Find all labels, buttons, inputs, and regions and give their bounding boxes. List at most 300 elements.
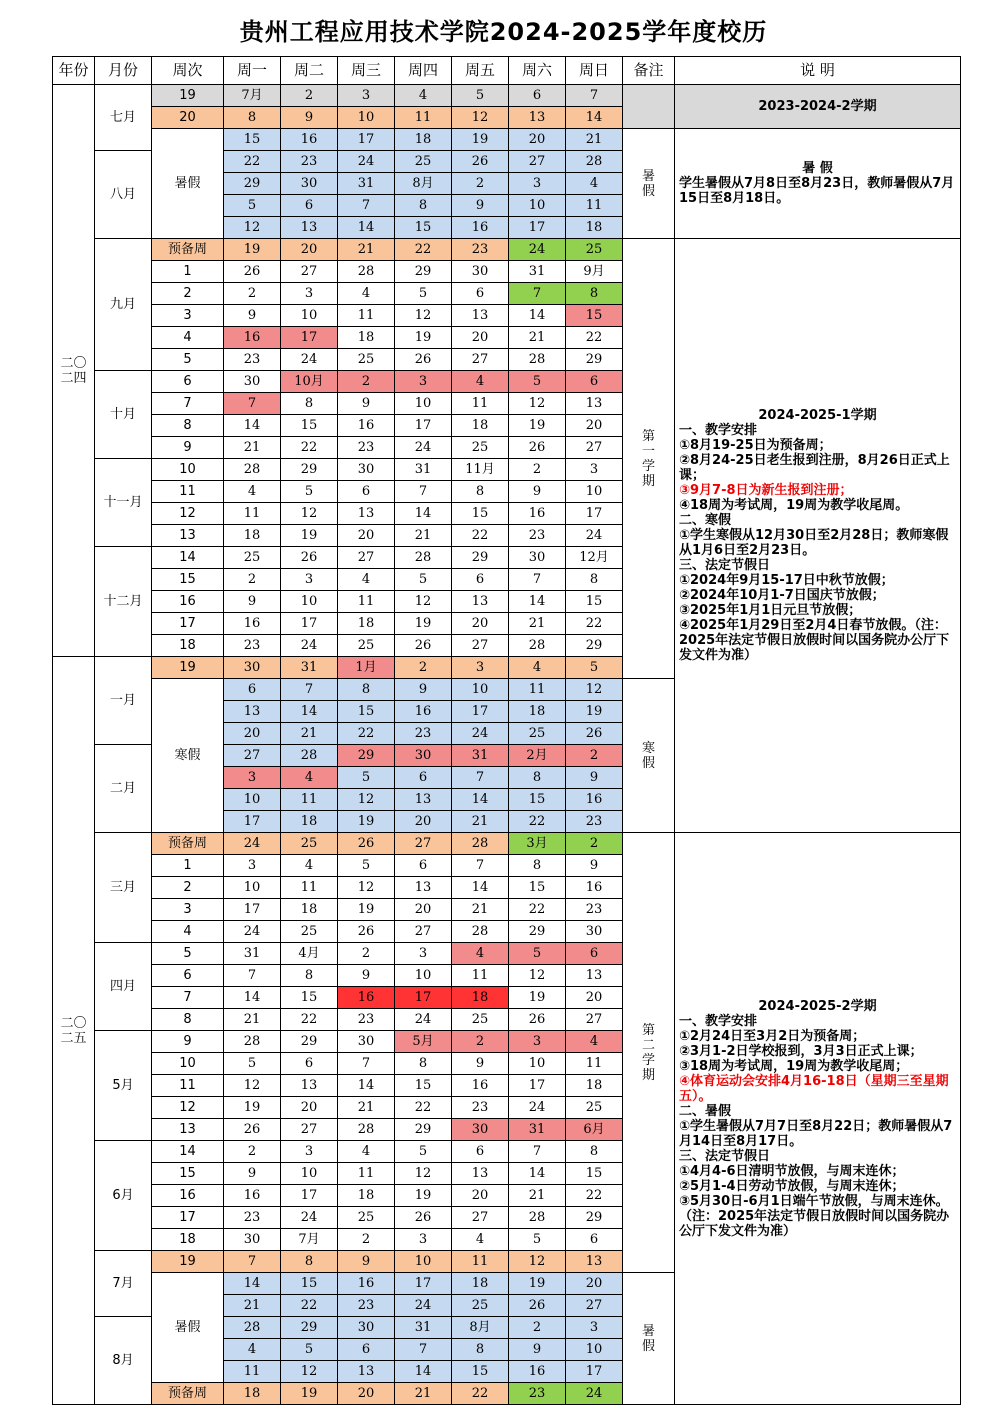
day-cell: 9 — [338, 965, 395, 987]
day-cell: 31 — [452, 745, 509, 767]
day-cell: 15 — [395, 217, 452, 239]
day-cell: 31 — [281, 657, 338, 679]
day-cell: 26 — [509, 437, 566, 459]
header-cell: 周三 — [338, 57, 395, 85]
day-cell: 20 — [509, 129, 566, 151]
day-cell: 7月 — [224, 85, 281, 107]
day-cell: 7 — [452, 855, 509, 877]
day-cell: 6 — [452, 569, 509, 591]
day-cell: 28 — [224, 1031, 281, 1053]
day-cell: 30 — [566, 921, 623, 943]
day-cell: 2 — [566, 745, 623, 767]
remark-cell — [623, 85, 675, 129]
desc-line: ③2025年1月1日元旦节放假； — [679, 603, 862, 618]
day-cell: 28 — [452, 921, 509, 943]
day-cell: 23 — [338, 1009, 395, 1031]
day-cell: 4 — [566, 1031, 623, 1053]
day-cell: 13 — [395, 877, 452, 899]
day-cell: 18 — [452, 1273, 509, 1295]
day-cell: 3 — [281, 283, 338, 305]
desc-line: ③9月7-8日为新生报到注册； — [679, 483, 853, 498]
day-cell: 14 — [281, 701, 338, 723]
day-cell: 26 — [452, 151, 509, 173]
day-cell: 5 — [509, 371, 566, 393]
day-cell: 8月 — [395, 173, 452, 195]
week-number-cell: 16 — [152, 1185, 224, 1207]
day-cell: 15 — [566, 1163, 623, 1185]
day-cell: 16 — [224, 613, 281, 635]
day-cell: 30 — [224, 1229, 281, 1251]
header-cell: 周二 — [281, 57, 338, 85]
desc-line: ①学生寒假从12月30日至2月28日；教师寒假从1月6日至2月23日。 — [679, 528, 949, 558]
day-cell: 24 — [509, 1097, 566, 1119]
day-cell: 23 — [509, 1383, 566, 1405]
day-cell: 30 — [509, 547, 566, 569]
week-number-cell: 15 — [152, 1163, 224, 1185]
day-cell: 30 — [452, 1119, 509, 1141]
day-cell: 20 — [452, 613, 509, 635]
day-cell: 22 — [566, 327, 623, 349]
week-number-cell: 预备周 — [152, 1383, 224, 1405]
desc-line: ①4月4-6日清明节放假，与周末连休； — [679, 1163, 905, 1179]
desc-line: ④18周为考试周，19周为教学收尾周。 — [679, 498, 909, 513]
day-cell: 5 — [395, 283, 452, 305]
day-cell: 24 — [281, 349, 338, 371]
month-cell: 三月 — [95, 833, 152, 943]
header-cell: 月份 — [95, 57, 152, 85]
day-cell: 28 — [338, 1119, 395, 1141]
day-cell: 20 — [395, 811, 452, 833]
day-cell: 29 — [509, 921, 566, 943]
day-cell: 16 — [452, 217, 509, 239]
week-number-cell: 12 — [152, 503, 224, 525]
day-cell: 2 — [338, 1229, 395, 1251]
day-cell: 10 — [395, 393, 452, 415]
day-cell: 30 — [452, 261, 509, 283]
day-cell: 15 — [509, 789, 566, 811]
day-cell: 21 — [452, 899, 509, 921]
day-cell: 26 — [395, 1207, 452, 1229]
day-cell: 4 — [224, 1339, 281, 1361]
desc-line: ①2024年9月15-17日中秋节放假； — [679, 573, 894, 588]
day-cell: 17 — [281, 1185, 338, 1207]
day-cell: 31 — [395, 1317, 452, 1339]
day-cell: 27 — [281, 261, 338, 283]
day-cell: 10 — [566, 1339, 623, 1361]
day-cell: 28 — [509, 635, 566, 657]
day-cell: 9 — [338, 393, 395, 415]
day-cell: 23 — [395, 723, 452, 745]
day-cell: 4 — [452, 1229, 509, 1251]
day-cell: 19 — [566, 701, 623, 723]
week-number-cell: 15 — [152, 569, 224, 591]
week-number-cell: 20 — [152, 107, 224, 129]
day-cell: 22 — [338, 723, 395, 745]
day-cell: 31 — [224, 943, 281, 965]
day-cell: 25 — [452, 437, 509, 459]
day-cell: 11 — [395, 107, 452, 129]
day-cell: 27 — [224, 745, 281, 767]
week-number-cell: 5 — [152, 349, 224, 371]
week-row — [53, 129, 961, 151]
day-cell: 13 — [509, 107, 566, 129]
day-cell: 25 — [281, 833, 338, 855]
day-cell: 21 — [338, 1097, 395, 1119]
day-cell: 31 — [338, 173, 395, 195]
day-cell: 15 — [224, 129, 281, 151]
remark-cell: 第 一 学 期 — [623, 239, 675, 679]
day-cell: 18 — [509, 701, 566, 723]
day-cell: 17 — [509, 217, 566, 239]
day-cell: 17 — [281, 327, 338, 349]
day-cell: 14 — [395, 503, 452, 525]
desc-line: ③18周为考试周，19周为教学收尾周； — [679, 1058, 909, 1074]
day-cell: 5 — [509, 1229, 566, 1251]
day-cell: 4月 — [281, 943, 338, 965]
day-cell: 2 — [395, 657, 452, 679]
day-cell: 26 — [566, 723, 623, 745]
day-cell: 9 — [566, 855, 623, 877]
day-cell: 19 — [509, 1273, 566, 1295]
day-cell: 9 — [395, 679, 452, 701]
day-cell: 13 — [338, 503, 395, 525]
day-cell: 14 — [224, 415, 281, 437]
week-number-cell: 13 — [152, 525, 224, 547]
day-cell: 26 — [338, 921, 395, 943]
calendar-body — [53, 57, 961, 1405]
day-cell: 3 — [395, 943, 452, 965]
month-cell: 8月 — [95, 1317, 152, 1405]
day-cell: 5 — [338, 767, 395, 789]
week-number-cell: 17 — [152, 613, 224, 635]
day-cell: 4 — [338, 283, 395, 305]
day-cell: 14 — [338, 1075, 395, 1097]
day-cell: 7 — [281, 679, 338, 701]
day-cell: 2 — [509, 1317, 566, 1339]
day-cell: 27 — [509, 151, 566, 173]
day-cell: 18 — [281, 811, 338, 833]
day-cell: 9 — [224, 591, 281, 613]
day-cell: 10 — [224, 877, 281, 899]
day-cell: 27 — [452, 1207, 509, 1229]
day-cell: 3 — [509, 1031, 566, 1053]
week-number-cell: 17 — [152, 1207, 224, 1229]
day-cell: 18 — [338, 613, 395, 635]
day-cell: 24 — [224, 833, 281, 855]
day-cell: 12 — [338, 877, 395, 899]
desc-line: 2024-2025-1学期 — [758, 408, 877, 423]
day-cell: 29 — [281, 459, 338, 481]
day-cell: 13 — [281, 1075, 338, 1097]
day-cell: 31 — [509, 1119, 566, 1141]
day-cell: 21 — [509, 1185, 566, 1207]
day-cell: 12 — [395, 591, 452, 613]
day-cell: 16 — [281, 129, 338, 151]
day-cell: 9 — [509, 1339, 566, 1361]
day-cell: 9 — [509, 481, 566, 503]
day-cell: 7 — [509, 1141, 566, 1163]
day-cell: 3月 — [509, 833, 566, 855]
day-cell: 10 — [509, 195, 566, 217]
day-cell: 10 — [566, 481, 623, 503]
day-cell: 25 — [566, 1097, 623, 1119]
day-cell: 3 — [509, 173, 566, 195]
day-cell: 26 — [281, 547, 338, 569]
day-cell: 17 — [509, 1075, 566, 1097]
month-cell: 八月 — [95, 151, 152, 239]
day-cell: 24 — [395, 1295, 452, 1317]
day-cell: 16 — [509, 503, 566, 525]
day-cell: 28 — [566, 151, 623, 173]
day-cell: 1月 — [338, 657, 395, 679]
day-cell: 2月 — [509, 745, 566, 767]
day-cell: 30 — [338, 1317, 395, 1339]
day-cell: 28 — [224, 459, 281, 481]
day-cell: 15 — [509, 877, 566, 899]
week-number-cell: 11 — [152, 1075, 224, 1097]
day-cell: 23 — [566, 899, 623, 921]
day-cell: 14 — [224, 987, 281, 1009]
day-cell: 6 — [281, 1053, 338, 1075]
header-cell: 周五 — [452, 57, 509, 85]
day-cell: 24 — [509, 239, 566, 261]
day-cell: 24 — [338, 151, 395, 173]
remark-cell: 第 二 学 期 — [623, 833, 675, 1273]
day-cell: 14 — [509, 1163, 566, 1185]
month-cell: 6月 — [95, 1141, 152, 1251]
day-cell: 29 — [338, 745, 395, 767]
day-cell: 19 — [452, 129, 509, 151]
day-cell: 22 — [566, 613, 623, 635]
week-number-cell: 寒假 — [152, 679, 224, 833]
day-cell: 17 — [224, 899, 281, 921]
day-cell: 15 — [395, 1075, 452, 1097]
week-number-cell: 暑假 — [152, 1273, 224, 1383]
day-cell: 18 — [566, 217, 623, 239]
desc-line: 二、寒假 — [679, 513, 732, 528]
day-cell: 20 — [566, 415, 623, 437]
day-cell: 24 — [395, 1009, 452, 1031]
day-cell: 13 — [395, 789, 452, 811]
day-cell: 14 — [224, 1273, 281, 1295]
day-cell: 19 — [395, 327, 452, 349]
day-cell: 18 — [338, 327, 395, 349]
week-number-cell: 14 — [152, 547, 224, 569]
day-cell: 7 — [509, 283, 566, 305]
day-cell: 3 — [224, 855, 281, 877]
day-cell: 11月 — [452, 459, 509, 481]
day-cell: 13 — [452, 1163, 509, 1185]
day-cell: 10 — [281, 591, 338, 613]
day-cell: 23 — [224, 635, 281, 657]
day-cell: 23 — [566, 811, 623, 833]
day-cell: 18 — [281, 899, 338, 921]
day-cell: 12月 — [566, 547, 623, 569]
day-cell: 10 — [395, 1251, 452, 1273]
calendar-table — [52, 56, 961, 1405]
day-cell: 6 — [338, 481, 395, 503]
day-cell: 3 — [281, 1141, 338, 1163]
header-cell: 备注 — [623, 57, 675, 85]
month-cell: 一月 — [95, 657, 152, 745]
day-cell: 11 — [509, 679, 566, 701]
day-cell: 21 — [566, 129, 623, 151]
header-row — [53, 57, 961, 85]
day-cell: 7 — [224, 393, 281, 415]
month-cell: 十一月 — [95, 459, 152, 547]
day-cell: 22 — [452, 525, 509, 547]
day-cell: 24 — [395, 437, 452, 459]
day-cell: 10 — [338, 107, 395, 129]
desc-line: ②5月1-4日劳动节放假，与周末连休； — [679, 1178, 905, 1194]
day-cell: 2 — [452, 1031, 509, 1053]
day-cell: 7 — [224, 1251, 281, 1273]
week-number-cell: 11 — [152, 481, 224, 503]
desc-line: ①8月19-25日为预备周； — [679, 438, 832, 453]
day-cell: 21 — [452, 811, 509, 833]
day-cell: 26 — [509, 1009, 566, 1031]
day-cell: 27 — [452, 635, 509, 657]
day-cell: 16 — [338, 1273, 395, 1295]
day-cell: 28 — [452, 833, 509, 855]
day-cell: 17 — [395, 987, 452, 1009]
day-cell: 11 — [281, 789, 338, 811]
day-cell: 13 — [281, 217, 338, 239]
day-cell: 31 — [509, 261, 566, 283]
desc-line: ②3月1-2日学校报到，3月3日正式上课； — [679, 1043, 923, 1059]
remark-cell: 寒 假 — [623, 679, 675, 833]
week-number-cell: 预备周 — [152, 833, 224, 855]
day-cell: 29 — [566, 1207, 623, 1229]
day-cell: 6月 — [566, 1119, 623, 1141]
day-cell: 23 — [338, 1295, 395, 1317]
day-cell: 11 — [452, 393, 509, 415]
day-cell: 15 — [566, 591, 623, 613]
month-cell: 四月 — [95, 943, 152, 1031]
day-cell: 15 — [452, 503, 509, 525]
week-number-cell: 8 — [152, 1009, 224, 1031]
day-cell: 7 — [224, 965, 281, 987]
day-cell: 11 — [452, 1251, 509, 1273]
day-cell: 25 — [338, 1207, 395, 1229]
week-row — [53, 833, 961, 855]
desc-line: 暑 假 — [802, 161, 833, 176]
week-number-cell: 19 — [152, 657, 224, 679]
day-cell: 2 — [509, 459, 566, 481]
day-cell: 26 — [395, 349, 452, 371]
day-cell: 24 — [566, 525, 623, 547]
day-cell: 24 — [452, 723, 509, 745]
desc-line: 一、教学安排 — [679, 1013, 758, 1029]
month-cell: 十月 — [95, 371, 152, 459]
remark-cell: 暑 假 — [623, 129, 675, 239]
week-number-cell: 18 — [152, 1229, 224, 1251]
day-cell: 15 — [281, 987, 338, 1009]
day-cell: 17 — [338, 129, 395, 151]
day-cell: 21 — [395, 525, 452, 547]
desc-line: ②8月24-25日老生报到注册，8月26日正式上课； — [679, 453, 950, 483]
day-cell: 8 — [566, 1141, 623, 1163]
day-cell: 7 — [395, 481, 452, 503]
week-number-cell: 1 — [152, 855, 224, 877]
day-cell: 6 — [452, 283, 509, 305]
day-cell: 18 — [566, 1075, 623, 1097]
day-cell: 17 — [281, 613, 338, 635]
day-cell: 23 — [281, 151, 338, 173]
day-cell: 18 — [224, 525, 281, 547]
day-cell: 8 — [566, 283, 623, 305]
day-cell: 4 — [395, 85, 452, 107]
day-cell: 13 — [452, 591, 509, 613]
day-cell: 24 — [281, 635, 338, 657]
day-cell: 12 — [566, 679, 623, 701]
day-cell: 6 — [566, 371, 623, 393]
day-cell: 12 — [395, 305, 452, 327]
desc-line: ②2024年10月1-7日国庆节放假； — [679, 588, 885, 603]
day-cell: 19 — [338, 811, 395, 833]
day-cell: 7 — [509, 569, 566, 591]
day-cell: 14 — [452, 789, 509, 811]
day-cell: 20 — [224, 723, 281, 745]
day-cell: 23 — [224, 1207, 281, 1229]
day-cell: 13 — [452, 305, 509, 327]
day-cell: 21 — [224, 437, 281, 459]
day-cell: 15 — [281, 415, 338, 437]
day-cell: 4 — [281, 767, 338, 789]
day-cell: 11 — [224, 503, 281, 525]
day-cell: 19 — [395, 613, 452, 635]
week-number-cell: 7 — [152, 393, 224, 415]
week-number-cell: 6 — [152, 371, 224, 393]
day-cell: 8 — [281, 965, 338, 987]
day-cell: 29 — [281, 1031, 338, 1053]
year-cell: 二〇 二四 — [53, 85, 95, 657]
desc-line: 学生暑假从7月8日至8月23日，教师暑假从7月15日至8月18日。 — [679, 176, 955, 206]
week-row — [53, 85, 961, 107]
day-cell: 4 — [452, 371, 509, 393]
week-number-cell: 13 — [152, 1119, 224, 1141]
day-cell: 27 — [338, 547, 395, 569]
day-cell: 8 — [395, 1053, 452, 1075]
day-cell: 23 — [224, 349, 281, 371]
week-number-cell: 19 — [152, 1251, 224, 1273]
day-cell: 5 — [395, 1141, 452, 1163]
week-number-cell: 10 — [152, 1053, 224, 1075]
day-cell: 23 — [452, 1097, 509, 1119]
day-cell: 2 — [224, 283, 281, 305]
month-cell: 5月 — [95, 1031, 152, 1141]
day-cell: 30 — [395, 745, 452, 767]
day-cell: 28 — [281, 745, 338, 767]
day-cell: 4 — [509, 657, 566, 679]
day-cell: 8 — [509, 855, 566, 877]
day-cell: 20 — [395, 899, 452, 921]
day-cell: 20 — [338, 525, 395, 547]
week-number-cell: 2 — [152, 283, 224, 305]
day-cell: 15 — [281, 1273, 338, 1295]
day-cell: 7 — [395, 1339, 452, 1361]
day-cell: 22 — [566, 1185, 623, 1207]
day-cell: 11 — [452, 965, 509, 987]
day-cell: 22 — [281, 437, 338, 459]
header-cell: 周四 — [395, 57, 452, 85]
day-cell: 17 — [395, 1273, 452, 1295]
day-cell: 2 — [338, 371, 395, 393]
day-cell: 25 — [338, 349, 395, 371]
day-cell: 26 — [509, 1295, 566, 1317]
day-cell: 14 — [338, 217, 395, 239]
day-cell: 22 — [281, 1009, 338, 1031]
